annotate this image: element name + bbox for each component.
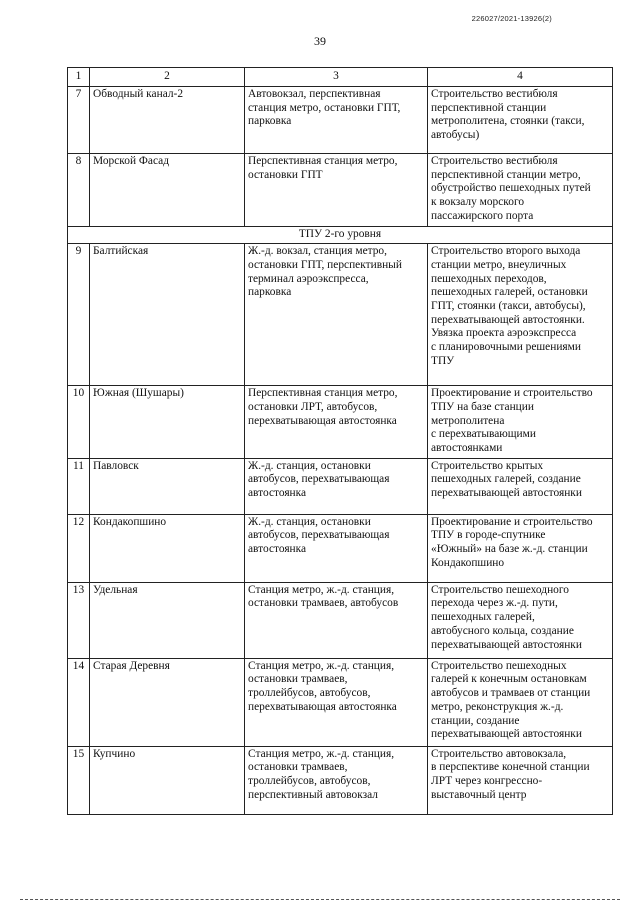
planned-activities-line: станции, создание (431, 714, 520, 727)
planned-activities-line: Строительство вестибюля (431, 88, 558, 100)
table-row (68, 386, 613, 459)
planned-activities-line: ТПУ в городе-спутнике (431, 529, 546, 542)
row-number: 8 (68, 154, 90, 227)
planned-activities-line: Строительство автовокзала, (431, 747, 567, 760)
planned-activities-line: Кондакопшино (431, 556, 505, 569)
transport-types (245, 458, 428, 514)
planned-activities-line: ТПУ (431, 354, 455, 367)
page-number: 39 (314, 34, 326, 48)
table-row (68, 154, 613, 227)
transport-types (245, 746, 428, 814)
planned-activities-line: пешеходных переходов, (431, 272, 547, 285)
hub-name: Павловск (90, 458, 245, 514)
planned-activities (428, 746, 613, 814)
document-id: 226027/2021-13926(2) (471, 14, 552, 23)
transport-types-line: Станция метро, ж.-д. станция, (248, 659, 395, 672)
transport-types (245, 514, 428, 582)
hub-name: Удельная (90, 582, 245, 658)
planned-activities-line: перспективной станции (431, 101, 547, 114)
page-bottom-rule (20, 899, 620, 900)
planned-activities-line: Строительство вестибюля (431, 155, 558, 167)
planned-activities-line: метрополитена (431, 414, 505, 427)
row-number: 11 (68, 458, 90, 514)
transport-types-line: троллейбусов, автобусов, (248, 687, 371, 700)
table-row (68, 658, 613, 746)
transport-types-line: перспективный автовокзал (248, 788, 378, 801)
planned-activities (428, 458, 613, 514)
transport-types-line: Станция метро, ж.-д. станция, (248, 583, 395, 596)
planned-activities-line: автобусов и трамваев от станции (431, 687, 591, 700)
planned-activities-line: Строительство второго выхода (431, 245, 581, 258)
column-header: 3 (245, 68, 428, 87)
planned-activities-line: перехватывающей автостоянки (431, 487, 582, 500)
planned-activities-line: Строительство пешеходного (431, 583, 569, 596)
row-number: 15 (68, 746, 90, 814)
hub-name: Купчино (90, 746, 245, 814)
row-number: 10 (68, 386, 90, 459)
planned-activities (428, 154, 613, 227)
planned-activities-line: Увязка проекта аэроэкспресса (431, 327, 577, 340)
planned-activities-line: автобусы) (431, 129, 480, 142)
table-row (68, 87, 613, 154)
transport-types-line: Ж.-д. станция, остановки (248, 515, 371, 528)
table-header-row (68, 68, 613, 87)
row-number: 13 (68, 582, 90, 658)
planned-activities-line: метро, реконструкция ж.-д. (431, 700, 564, 713)
transport-types (245, 386, 428, 459)
planned-activities-line: перехватывающей автостоянки. (431, 313, 585, 326)
planned-activities-line: галерей к конечным остановкам (431, 673, 587, 686)
transport-types-line: автостоянка (248, 543, 307, 556)
row-number: 9 (68, 244, 90, 386)
transport-types (245, 154, 428, 227)
planned-activities-line: Строительство крытых (431, 459, 544, 472)
transport-types-line: автобусов, перехватывающая (248, 473, 390, 486)
planned-activities (428, 386, 613, 459)
table-row (68, 514, 613, 582)
planned-activities-line: метрополитена, стоянки (такси, (431, 115, 585, 128)
column-header: 4 (428, 68, 613, 87)
transport-types-line: Ж.-д. вокзал, станция метро, (248, 245, 387, 258)
transport-types-line: Автовокзал, перспективная (248, 88, 381, 100)
planned-activities-line: ЛРТ через конгрессно- (431, 775, 543, 788)
planned-activities-line: в перспективе конечной станции (431, 761, 590, 774)
planned-activities-line: пешеходных галерей, (431, 611, 535, 624)
row-number: 12 (68, 514, 90, 582)
transport-types (245, 244, 428, 386)
planned-activities-line: с перехватывающими (431, 428, 536, 441)
transport-types-line: остановки ГПТ (248, 168, 323, 181)
planned-activities-line: ГПТ, стоянки (такси, автобусы), (431, 300, 586, 313)
column-header: 2 (90, 68, 245, 87)
planned-activities-line: выставочный центр (431, 788, 527, 801)
planned-activities-line: перехватывающей автостоянки (431, 728, 582, 741)
planned-activities-line: перехватывающей автостоянки (431, 638, 582, 651)
planned-activities (428, 658, 613, 746)
planned-activities (428, 244, 613, 386)
planned-activities-line: Проектирование и строительство (431, 515, 593, 528)
section-row (68, 226, 613, 244)
planned-activities-line: автобусного кольца, создание (431, 624, 574, 637)
hub-name: Кондакопшино (90, 514, 245, 582)
table-row (68, 458, 613, 514)
planned-activities-line: обустройство пешеходных путей (431, 182, 591, 195)
planned-activities-line: пешеходных галерей, создание (431, 473, 581, 486)
hub-name: Балтийская (90, 244, 245, 386)
transport-types (245, 582, 428, 658)
hub-name: Южная (Шушары) (90, 386, 245, 459)
table-row (68, 244, 613, 386)
transport-types-line: Ж.-д. станция, остановки (248, 459, 371, 472)
table-row (68, 582, 613, 658)
transport-types (245, 87, 428, 154)
row-number: 14 (68, 658, 90, 746)
planned-activities (428, 582, 613, 658)
planned-activities-line: перспективной станции метро, (431, 168, 581, 181)
hub-name: Обводный канал-2 (90, 87, 245, 154)
planned-activities-line: пассажирского порта (431, 209, 534, 222)
planned-activities-line: пешеходных галерей, остановки (431, 286, 588, 299)
transport-hubs-table (67, 67, 613, 815)
planned-activities-line: к вокзалу морского (431, 196, 525, 209)
planned-activities (428, 514, 613, 582)
transport-types-line: Перспективная станция метро, (248, 155, 398, 167)
transport-types-line: перехватывающая автостоянка (248, 414, 397, 427)
planned-activities-line: ТПУ на базе станции (431, 400, 534, 413)
hub-name: Морской Фасад (90, 154, 245, 227)
planned-activities (428, 87, 613, 154)
planned-activities-line: Строительство пешеходных (431, 659, 567, 672)
transport-types-line: перехватывающая автостоянка (248, 700, 397, 713)
planned-activities-line: перехода через ж.-д. пути, (431, 597, 558, 610)
transport-types-line: станция метро, остановки ГПТ, (248, 101, 401, 114)
transport-types-line: терминал аэроэкспресса, (248, 272, 369, 285)
transport-types-line: парковка (248, 115, 292, 128)
table-row (68, 746, 613, 814)
row-number: 7 (68, 87, 90, 154)
column-header: 1 (68, 68, 90, 87)
transport-types-line: автобусов, перехватывающая (248, 529, 390, 542)
transport-types-line: Перспективная станция метро, (248, 387, 398, 400)
transport-types-line: автостоянка (248, 487, 307, 500)
transport-types-line: остановки ЛРТ, автобусов, (248, 400, 378, 413)
planned-activities-line: Проектирование и строительство (431, 387, 593, 400)
planned-activities-line: автостоянками (431, 442, 503, 455)
section-title: ТПУ 2-го уровня (68, 226, 613, 244)
planned-activities-line: станции метро, внеуличных (431, 258, 567, 271)
transport-types (245, 658, 428, 746)
transport-types-line: остановки трамваев, (248, 673, 348, 686)
transport-types-line: парковка (248, 286, 292, 299)
hub-name: Старая Деревня (90, 658, 245, 746)
planned-activities-line: с планировочными решениями (431, 341, 581, 354)
transport-types-line: остановки трамваев, (248, 761, 348, 774)
transport-types-line: остановки трамваев, автобусов (248, 597, 399, 610)
transport-types-line: троллейбусов, автобусов, (248, 775, 371, 788)
transport-types-line: Станция метро, ж.-д. станция, (248, 747, 395, 760)
planned-activities-line: «Южный» на базе ж.-д. станции (431, 543, 588, 556)
transport-types-line: остановки ГПТ, перспективный (248, 258, 402, 271)
